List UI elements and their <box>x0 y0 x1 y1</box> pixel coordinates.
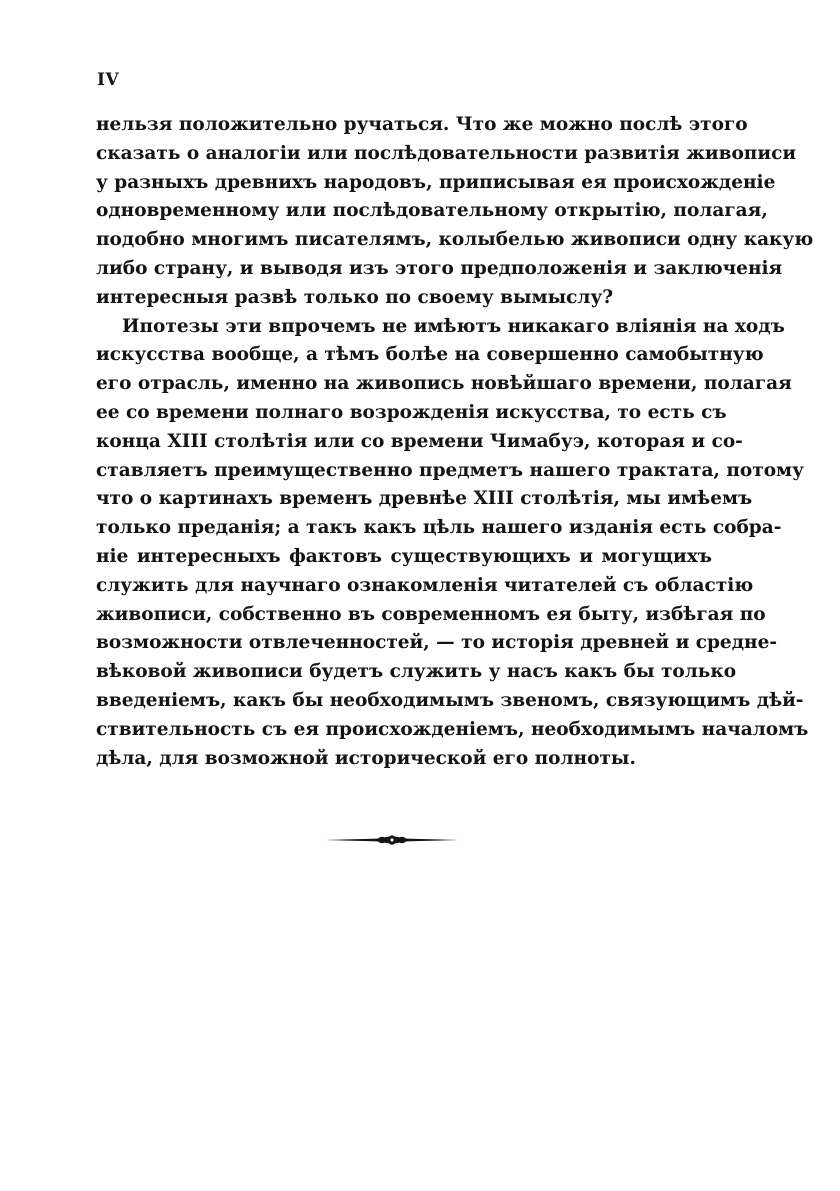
text-line: конца XIII столѣтія или со времени Чимабуэ, которая и со- <box>96 430 743 452</box>
text-line: живописи, собственно въ современномъ ея быту, избѣгая по <box>96 603 766 625</box>
text-line: сказать о аналогіи или послѣдовательности развитія живописи <box>96 142 797 164</box>
text-line: что о картинахъ временъ древнѣе XIII столѣтія, мы имѣемъ <box>96 488 753 510</box>
paragraph-end-line: интересныя развѣ только по своему вымыслу? <box>96 286 614 308</box>
text-line: ствительность съ ея происхожденіемъ, необходимымъ началомъ <box>96 718 809 740</box>
text-line: его отрасль, именно на живопись новѣйшаго времени, полагая <box>96 373 792 395</box>
text-line: ее со времени полнаго возрожденія искусства, то есть съ <box>96 401 727 423</box>
text-line: подобно многимъ писателямъ, колыбелью живописи одну какую <box>96 229 814 251</box>
text-line: служить для научнаго ознакомленія читателей съ областію <box>96 574 754 596</box>
ornament-divider-icon <box>325 832 459 848</box>
text-line: ніе интересныхъ фактовъ существующихъ и могущихъ <box>96 545 712 567</box>
text-line: либо страну, и выводя изъ этого предположенія и заключенія <box>96 257 783 279</box>
body-text <box>96 111 814 773</box>
paragraph-start-line: Ипотезы эти впрочемъ не имѣютъ никакаго вліянія на ходъ <box>122 315 785 337</box>
text-line: нельзя положительно ручаться. Что же можно послѣ этого <box>96 114 748 135</box>
text-line: у разныхъ древнихъ народовъ, приписывая ея происхожденіе <box>96 171 776 193</box>
text-line: ставляетъ преимущественно предметъ нашего трактата, потому <box>96 459 804 481</box>
text-line: введеніемъ, какъ бы необходимымъ звеномъ, связующимъ дѣй- <box>96 689 804 711</box>
page-number: IV <box>97 70 120 90</box>
paragraph-end-line: дѣла, для возможной исторической его полноты. <box>96 747 636 769</box>
text-line: одновременному или послѣдовательному открытію, полагая, <box>96 200 768 222</box>
text-line: только преданія; а такъ какъ цѣль нашего изданія есть собра- <box>96 517 782 539</box>
text-line: искусства вообще, а тѣмъ болѣе на совершенно самобытную <box>96 344 764 366</box>
text-line: вѣковой живописи будетъ служить у насъ какъ бы только <box>96 661 737 683</box>
text-line: возможности отвлеченностей, — то исторія древней и средне- <box>96 632 778 654</box>
